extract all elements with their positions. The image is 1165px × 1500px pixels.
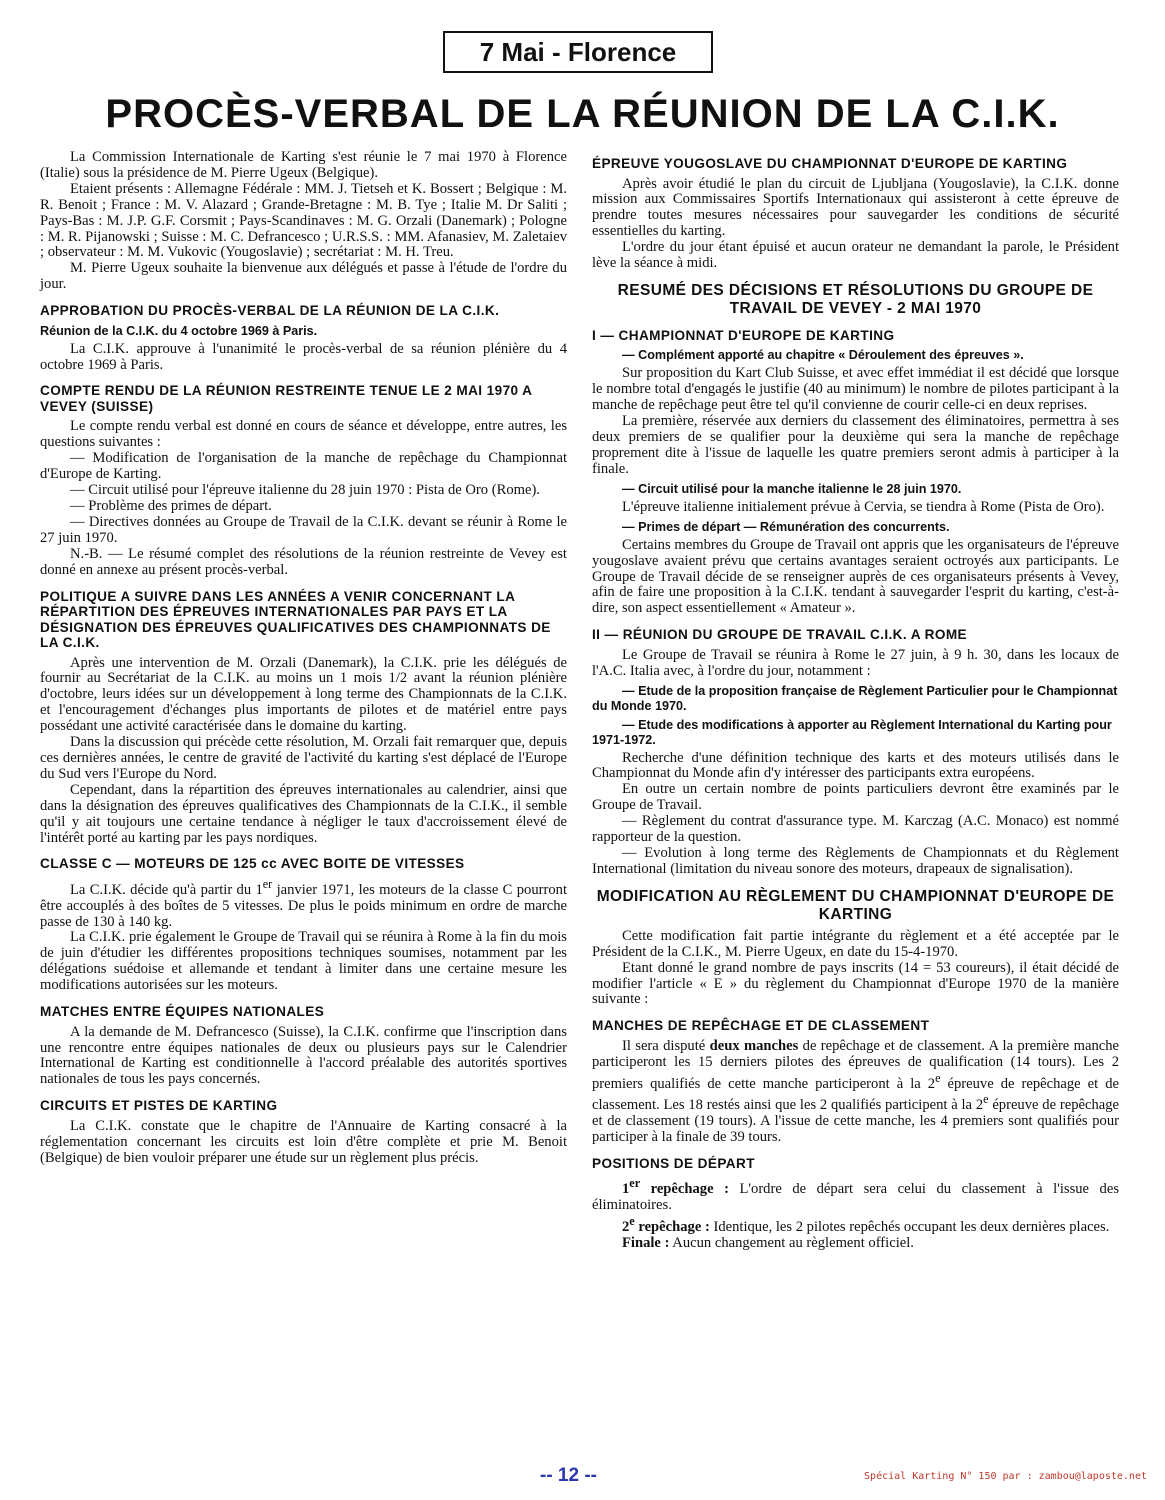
subheading: — Etude de la proposition française de Règlement Particulier pour le Championnat du Monde 1970. [592, 683, 1118, 713]
date-box: 7 Mai - Florence [443, 31, 713, 73]
page-title: PROCÈS-VERBAL DE LA RÉUNION DE LA C.I.K. [105, 92, 1060, 136]
section-heading: CLASSE C — MOTEURS DE 125 cc AVEC BOITE DE VITESSES [40, 856, 465, 872]
subheading: — Primes de départ — Rémunération des concurrents. [622, 519, 950, 534]
left-column [40, 150, 567, 1166]
paragraph: Finale : Aucun changement au règlement officiel. [622, 1234, 914, 1251]
paragraph: 1er repêchage : L'ordre de départ sera celui du classement à l'issue des éliminatoires. [592, 1176, 1119, 1214]
paragraph: — Modification de l'organisation de la manche de repêchage du Championnat d'Europe de Karting. [40, 450, 567, 483]
section-heading: MODIFICATION AU RÈGLEMENT DU CHAMPIONNAT D'EUROPE DE KARTING [596, 887, 1115, 923]
intro-paragraph: La Commission Internationale de Karting s'est réunie le 7 mai 1970 à Florence (Italie) sous la présidence de M. Pierre Ugeux (Belgique). [40, 149, 567, 181]
paragraph: Après avoir étudié le plan du circuit de Ljubljana (Yougoslavie), la C.I.K. donne mission aux Commissaires Sportifs Internationaux qui assisteront à cette épreuve de prendre toutes mesures nécessaires pour sauvegarder les conditions de sécurité essentielles du karting. [592, 175, 1119, 240]
part-heading: I — CHAMPIONNAT D'EUROPE DE KARTING [592, 327, 895, 343]
paragraph: La C.I.K. approuve à l'unanimité le procès-verbal de sa réunion plénière du 4 octobre 1969 à Paris. [40, 340, 567, 373]
credit-line: Spécial Karting N° 150 par : zambou@laposte.net [864, 1471, 1147, 1482]
part-heading: II — RÉUNION DU GROUPE DE TRAVAIL C.I.K. A ROME [592, 627, 968, 643]
right-column [592, 150, 1119, 1252]
page-footer [0, 1465, 1165, 1489]
paragraph: Sur proposition du Kart Club Suisse, et avec effet immédiat il est décidé que lorsque le nombre total d'engagés le justifie (40 au minimum) le nombre de pilotes participant à la manche de repêchage peut être tel qu'il convienne de courir celle-ci en deux reprises. [592, 365, 1119, 414]
subheading: — Complément apporté au chapitre « Déroulement des épreuves ». [622, 348, 1024, 363]
paragraph: L'épreuve italienne initialement prévue à Cervia, se tiendra à Rome (Pista de Oro). [622, 498, 1105, 515]
subheading: Réunion de la C.I.K. du 4 octobre 1969 à Paris. [40, 323, 318, 338]
paragraph: Le Groupe de Travail se réunira à Rome le 27 juin, à 9 h. 30, dans les locaux de l'A.C. Italia avec, à l'ordre du jour, notamment : [592, 646, 1119, 679]
section-heading: CIRCUITS ET PISTES DE KARTING [40, 1098, 278, 1114]
section-heading: APPROBATION DU PROCÈS-VERBAL DE LA RÉUNION DE LA C.I.K. [40, 303, 500, 319]
paragraph: N.-B. — Le résumé complet des résolutions de la réunion restreinte de Vevey est donné en annexe au présent procès-verbal. [40, 545, 567, 578]
paragraph: 2e repêchage : Identique, les 2 pilotes repêchés occupant les deux dernières places. [622, 1214, 1110, 1235]
paragraph: Recherche d'une définition technique des karts et des moteurs utilisés dans le Championnat du Monde afin d'y intéresser des participants extra européens. [592, 749, 1119, 782]
paragraph: L'ordre du jour étant épuisé et aucun orateur ne demandant la parole, le Président lève la séance à midi. [592, 239, 1119, 272]
paragraph: La C.I.K. décide qu'à partir du 1er janvier 1971, les moteurs de la classe C pourront être accouplés à des boîtes de 5 vitesses. De plus le poids minimum en ordre de marche passe de 130 à 140 kg. [40, 876, 568, 930]
section-heading: RESUMÉ DES DÉCISIONS ET RÉSOLUTIONS DU GROUPE DE TRAVAIL DE VEVEY - 2 MAI 1970 [617, 281, 1094, 317]
paragraph: — Règlement du contrat d'assurance type. M. Karczag (A.C. Monaco) est nommé rapporteur de la question. [592, 813, 1119, 846]
paragraph: — Evolution à long terme des Règlements de Championnats et du Règlement International (limitation du niveau sonore des moteurs, drapeaux de signalisation). [592, 844, 1119, 877]
paragraph: La C.I.K. constate que le chapitre de l'Annuaire de Karting consacré à la réglementation concernant les circuits est loin d'être complète et prie M. Benoit (Belgique) de bien vouloir préparer une étude sur un règlement plus précis. [40, 1117, 567, 1166]
paragraph: Cependant, dans la répartition des épreuves internationales au calendrier, ainsi que dans la désignation des épreuves qualificatives des Championnats de la C.I.K., il semble qu'il y ait toujours une certaine tendance à négliger le taux d'accroissement élevé de l'intérêt porté au karting par les pays nordiques. [40, 781, 567, 846]
paragraph: — Problème des primes de départ. [70, 498, 272, 514]
section-heading: POLITIQUE A SUIVRE DANS LES ANNÉES A VENIR CONCERNANT LA RÉPARTITION DES ÉPREUVES INTERNATIONALES PAR PAYS ET LA DÉSIGNATION DES ÉPREUVES QUALIFICATIVES DES CHAMPIONNATS DE LA C.I.K. [40, 588, 551, 651]
paragraph: A la demande de M. Defrancesco (Suisse), la C.I.K. confirme que l'inscription dans une rencontre entre équipes nationales de deux ou plusieurs pays sur le Calendrier International de Karting est conditionnelle à l'accord préalable des autorités sportives nationales de tous les pays concernés. [40, 1023, 567, 1088]
paragraph: Dans la discussion qui précède cette résolution, M. Orzali fait remarquer que, depuis ces dernières années, le centre de gravité de l'activité du karting s'est déplacé de l'Europe du Sud vers l'Europe du Nord. [40, 734, 567, 782]
section-heading: MATCHES ENTRE ÉQUIPES NATIONALES [40, 1004, 325, 1020]
page-number: -- 12 -- [540, 1465, 597, 1486]
subheading: — Etude des modifications à apporter au Règlement International du Karting pour 1971-1972. [592, 717, 1112, 747]
paragraph: — Circuit utilisé pour l'épreuve italienne du 28 juin 1970 : Pista de Oro (Rome). [70, 482, 540, 499]
section-heading: ÉPREUVE YOUGOSLAVE DU CHAMPIONNAT D'EUROPE DE KARTING [592, 156, 1068, 171]
paragraph: La première, réservée aux derniers du classement des éliminatoires, permettra à ses deux premiers de se qualifier pour la deuxième qui sera la manche de repêchage proprement dite à l'issue de laquelle les quatre premiers seront admis à participer à la finale. [592, 413, 1119, 477]
paragraph: Il sera disputé deux manches de repêchage et de classement. A la première manche participeront les 15 derniers pilotes des épreuves de qualification (14 tours). Les 2 premiers qualifiés de cette manche participeront à la 2e épreuve de repêchage et de classement. Les 18 restés ainsi que les 2 qualifiés participent à la 2e épreuve de repêchage et de classement (19 tours). A l'issue de cette manche, les 4 premiers sont qualifiés pour participer à la finale de 39 tours. [592, 1037, 1120, 1146]
paragraph: En outre un certain nombre de points particuliers devront être examinés par le Groupe de Travail. [592, 781, 1119, 814]
paragraph: — Directives données au Groupe de Travail de la C.I.K. devant se réunir à Rome le 27 juin 1970. [40, 513, 567, 546]
intro-paragraph: M. Pierre Ugeux souhaite la bienvenue aux délégués et passe à l'étude de l'ordre du jour. [40, 260, 567, 293]
paragraph: Certains membres du Groupe de Travail ont appris que les organisateurs de l'épreuve yougoslave avaient prévu que certains avantages seraient octroyés aux participants. Le Groupe de Travail décide de se renseigner auprès de ces organisateurs présents à Vevey, afin de faire une proposition à la C.I.K. tendant à sauvegarder l'esprit du karting, c'est-à-dire, son aspect essentiellement « Amateur ». [592, 536, 1119, 617]
paragraph: Le compte rendu verbal est donné en cours de séance et développe, entre autres, les questions suivantes : [40, 418, 567, 451]
paragraph: Etant donné le grand nombre de pays inscrits (14 = 53 coureurs), il était décidé de modifier l'article « E » du règlement du Championnat d'Europe 1970 de la manière suivante : [592, 959, 1119, 1008]
section-heading: MANCHES DE REPÊCHAGE ET DE CLASSEMENT [592, 1018, 930, 1034]
paragraph: La C.I.K. prie également le Groupe de Travail qui se réunira à Rome à la fin du mois de juin d'étudier les différentes propositions techniques soumises, notamment par les délégations suédoise et allemande et tendant à limiter dans une certaine mesure les modifications autorisées sur les moteurs. [40, 929, 567, 994]
paragraph: Après une intervention de M. Orzali (Danemark), la C.I.K. prie les délégués de fournir au Secrétariat de la C.I.K. au moins un 1 mois 1/2 avant la réunion plénière d'octobre, leurs idées sur un développement à long terme des Championnats de la C.I.K. et l'encouragement d'échanges plus importants de pilotes et de matériel entre pays possédant une activité caractérisée dans le domaine du karting. [40, 654, 567, 735]
intro-paragraph: Etaient présents : Allemagne Fédérale : MM. J. Tietseh et K. Bossert ; Belgique : M. R. Benoit ; France : M. V. Alazard ; Grande-Bretagne : M. B. Tye ; Italie M. Dr Saliti ; Pays-Bas : M. J.P. G.F. Corsmit ; Pays-Scandinaves : M. G. Orzali (Danemark) ; Pologne : M. R. Pijanowski ; Suisse : M. C. Defrancesco ; U.R.S.S. : MM. Afanasiev, M. Zaletaiev ; observateur : M. M. Vukovic (Yougoslavie) ; secrétariat : M. H. Treu. [40, 180, 567, 261]
section-heading: COMPTE RENDU DE LA RÉUNION RESTREINTE TENUE LE 2 MAI 1970 A VEVEY (SUISSE) [40, 383, 532, 414]
subheading: — Circuit utilisé pour la manche italienne le 28 juin 1970. [622, 481, 962, 496]
section-heading: POSITIONS DE DÉPART [592, 1155, 755, 1171]
paragraph: Cette modification fait partie intégrante du règlement et a été acceptée par le Président de la C.I.K., M. Pierre Ugeux, en date du 15-4-1970. [592, 927, 1119, 960]
